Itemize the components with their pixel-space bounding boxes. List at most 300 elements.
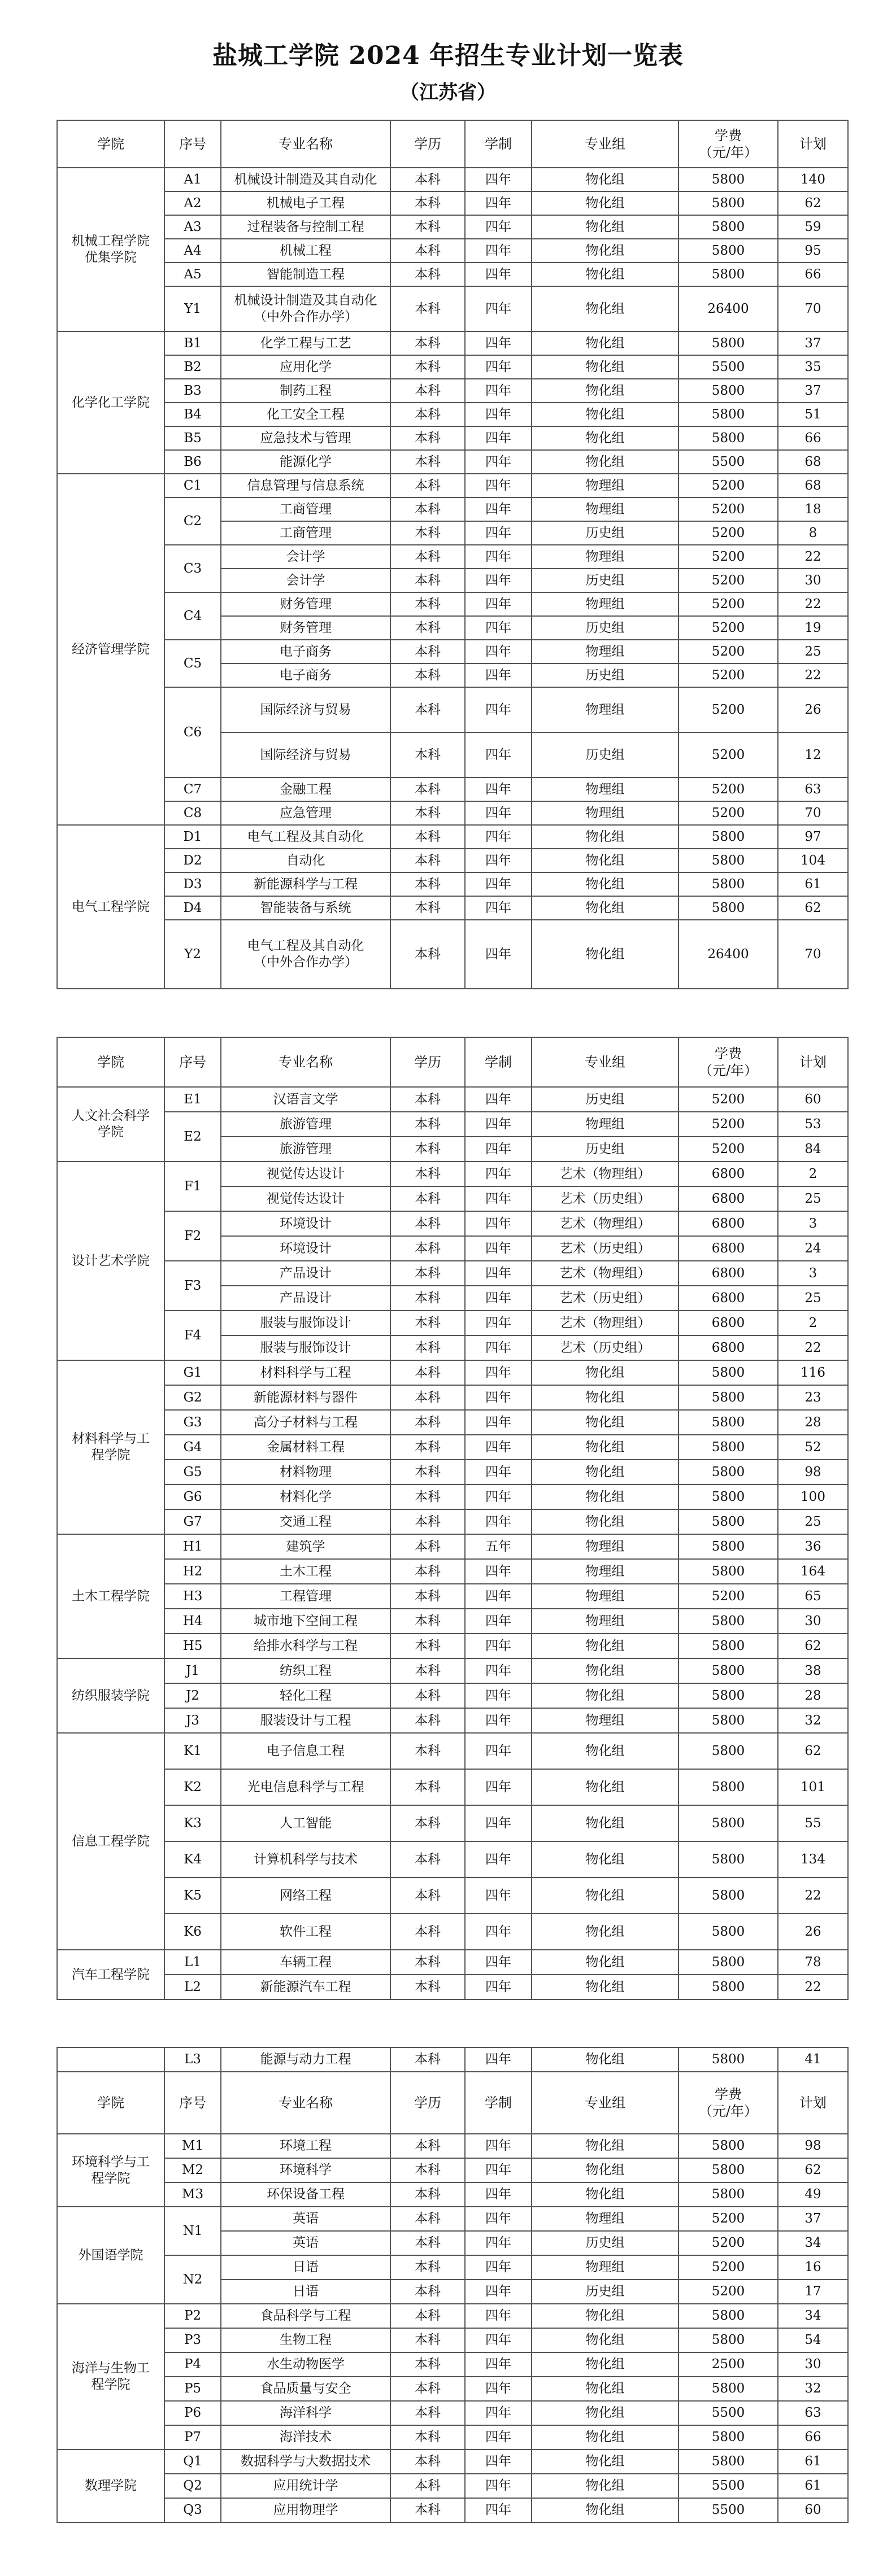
major-name-line: 英语 <box>293 2211 319 2226</box>
college-cell <box>57 2047 164 2072</box>
degree-cell: 本科 <box>390 920 465 989</box>
college-name-line: 材料科学与工 <box>72 1431 150 1447</box>
major-name-line: 机械设计制造及其自动化 <box>234 172 377 187</box>
years-cell: 四年 <box>465 1335 532 1360</box>
major-name-line: 材料物理 <box>280 1464 332 1479</box>
major-cell <box>221 1708 390 1733</box>
table-row <box>57 1460 848 1485</box>
fee-cell: 5200 <box>678 2280 778 2304</box>
code-cell: G3 <box>164 1410 221 1435</box>
years-cell: 四年 <box>465 2474 532 2498</box>
major-cell <box>221 474 390 497</box>
major-name-line: 日语 <box>293 2260 319 2275</box>
plan-cell: 38 <box>778 1658 848 1683</box>
table-row <box>57 1950 848 1975</box>
major-cell <box>221 2498 390 2522</box>
table-row <box>57 286 848 331</box>
group-cell: 物理组 <box>532 778 678 801</box>
major-name-line: 电子商务 <box>280 644 332 659</box>
plan-cell: 22 <box>778 1878 848 1914</box>
college-name-line: 环境科学与工 <box>72 2154 150 2169</box>
fee-cell: 5200 <box>678 592 778 616</box>
degree-cell: 本科 <box>390 2207 465 2231</box>
college-name-line: 程学院 <box>91 2377 131 2392</box>
years-cell: 四年 <box>465 2158 532 2182</box>
years-cell: 四年 <box>465 1708 532 1733</box>
fee-cell: 5500 <box>678 2498 778 2522</box>
major-cell <box>221 920 390 989</box>
years-cell: 四年 <box>465 1236 532 1261</box>
group-cell: 艺术（历史组） <box>532 1335 678 1360</box>
group-cell: 物理组 <box>532 1584 678 1609</box>
major-cell <box>221 1435 390 1460</box>
code-cell: M1 <box>164 2134 221 2158</box>
major-name-line: 服装与服饰设计 <box>260 1315 351 1330</box>
major-cell <box>221 872 390 896</box>
major-cell <box>221 687 390 732</box>
group-cell: 物化组 <box>532 1733 678 1769</box>
plan-cell: 37 <box>778 379 848 403</box>
fee-cell: 6800 <box>678 1311 778 1335</box>
major-cell <box>221 331 390 355</box>
major-cell <box>221 2401 390 2425</box>
years-cell: 四年 <box>465 1950 532 1975</box>
degree-cell: 本科 <box>390 1683 465 1708</box>
code-cell: B6 <box>164 450 221 474</box>
table-row <box>57 474 848 497</box>
plan-cell: 66 <box>778 426 848 450</box>
fee-cell: 5800 <box>678 191 778 215</box>
code-cell: J1 <box>164 1658 221 1683</box>
major-name-line: 材料化学 <box>280 1489 332 1504</box>
years-cell: 四年 <box>465 1805 532 1841</box>
group-cell: 物理组 <box>532 640 678 663</box>
college-cell <box>57 1733 164 1950</box>
plan-cell: 30 <box>778 569 848 592</box>
years-cell: 四年 <box>465 1841 532 1878</box>
years-cell: 四年 <box>465 569 532 592</box>
major-cell <box>221 2450 390 2474</box>
header-code: 序号 <box>164 2072 221 2134</box>
major-cell <box>221 1485 390 1509</box>
table-row <box>57 687 848 732</box>
fee-cell: 2500 <box>678 2352 778 2377</box>
degree-cell: 本科 <box>390 403 465 426</box>
table-row <box>57 2304 848 2328</box>
fee-cell: 5200 <box>678 1584 778 1609</box>
major-cell <box>221 355 390 379</box>
years-cell: 四年 <box>465 1658 532 1683</box>
code-cell: B2 <box>164 355 221 379</box>
fee-cell: 5200 <box>678 687 778 732</box>
major-cell <box>221 497 390 521</box>
major-name-line: 机械电子工程 <box>267 195 345 211</box>
table-row <box>57 331 848 355</box>
fee-cell: 5800 <box>678 1509 778 1534</box>
fee-cell: 5200 <box>678 545 778 569</box>
years-cell: 四年 <box>465 2255 532 2280</box>
code-cell: C3 <box>164 545 221 592</box>
plan-cell: 34 <box>778 2231 848 2255</box>
degree-cell: 本科 <box>390 2047 465 2072</box>
code-cell: M2 <box>164 2158 221 2182</box>
table-row <box>57 426 848 450</box>
major-cell <box>221 732 390 778</box>
degree-cell: 本科 <box>390 2231 465 2255</box>
plan-cell: 25 <box>778 1186 848 1211</box>
major-cell <box>221 168 390 191</box>
plan-cell: 28 <box>778 1410 848 1435</box>
group-cell: 历史组 <box>532 569 678 592</box>
major-name-line: 应用统计学 <box>273 2478 338 2494</box>
degree-cell: 本科 <box>390 2474 465 2498</box>
group-cell: 物理组 <box>532 497 678 521</box>
major-cell <box>221 545 390 569</box>
college-name-line: 土木工程学院 <box>72 1588 150 1604</box>
table-row <box>57 1410 848 1435</box>
group-cell: 物化组 <box>532 2328 678 2352</box>
fee-cell: 5800 <box>678 215 778 239</box>
header-major: 专业名称 <box>221 2072 390 2134</box>
table-row <box>57 2425 848 2450</box>
degree-cell: 本科 <box>390 2304 465 2328</box>
college-name-line: 学院 <box>98 1125 124 1139</box>
college-cell <box>57 1087 164 1162</box>
plan-cell: 61 <box>778 2450 848 2474</box>
plan-cell: 35 <box>778 355 848 379</box>
group-cell: 历史组 <box>532 663 678 687</box>
header-code: 序号 <box>164 1037 221 1087</box>
code-cell: D1 <box>164 825 221 849</box>
major-name-line: 视觉传达设计 <box>267 1166 345 1181</box>
header-fee-line2: （元/年） <box>698 145 758 160</box>
degree-cell: 本科 <box>390 801 465 825</box>
fee-cell: 6800 <box>678 1162 778 1186</box>
major-name-line: 光电信息科学与工程 <box>247 1779 364 1795</box>
college-name-line: 程学院 <box>91 1448 131 1462</box>
major-cell <box>221 1385 390 1410</box>
major-cell <box>221 1878 390 1914</box>
group-cell: 物化组 <box>532 872 678 896</box>
degree-cell: 本科 <box>390 1286 465 1311</box>
years-cell: 四年 <box>465 1286 532 1311</box>
table-row <box>57 2158 848 2182</box>
code-cell: Q1 <box>164 2450 221 2474</box>
table-row <box>57 2134 848 2158</box>
group-cell: 物化组 <box>532 403 678 426</box>
group-cell: 物化组 <box>532 355 678 379</box>
plan-cell: 22 <box>778 1335 848 1360</box>
table-row <box>57 1534 848 1559</box>
group-cell: 历史组 <box>532 616 678 640</box>
college-cell <box>57 2134 164 2207</box>
code-cell: C2 <box>164 497 221 545</box>
plan-cell: 70 <box>778 801 848 825</box>
degree-cell: 本科 <box>390 545 465 569</box>
years-cell: 四年 <box>465 1311 532 1335</box>
header-fee-line1: 学费 <box>715 128 742 143</box>
fee-cell: 5500 <box>678 2474 778 2498</box>
major-name-line: 国际经济与贸易 <box>260 747 351 762</box>
table-row <box>57 920 848 989</box>
group-cell: 物化组 <box>532 2304 678 2328</box>
group-cell: 历史组 <box>532 732 678 778</box>
major-cell <box>221 2474 390 2498</box>
degree-cell: 本科 <box>390 1186 465 1211</box>
table-row <box>57 215 848 239</box>
fee-cell: 5800 <box>678 1435 778 1460</box>
degree-cell: 本科 <box>390 1410 465 1435</box>
fee-cell: 5800 <box>678 403 778 426</box>
major-name-line: 视觉传达设计 <box>267 1191 345 1206</box>
major-cell <box>221 640 390 663</box>
code-cell: K5 <box>164 1878 221 1914</box>
years-cell: 四年 <box>465 1509 532 1534</box>
degree-cell: 本科 <box>390 355 465 379</box>
group-cell: 物化组 <box>532 1658 678 1683</box>
group-cell: 艺术（历史组） <box>532 1286 678 1311</box>
degree-cell: 本科 <box>390 1708 465 1733</box>
major-name-line: 服装设计与工程 <box>260 1713 351 1728</box>
major-cell <box>221 1914 390 1950</box>
plan-cell: 49 <box>778 2182 848 2207</box>
major-cell <box>221 1162 390 1186</box>
code-cell: E2 <box>164 1112 221 1162</box>
code-cell: G1 <box>164 1360 221 1385</box>
fee-cell: 5200 <box>678 2231 778 2255</box>
years-cell: 四年 <box>465 896 532 920</box>
plan-cell: 22 <box>778 663 848 687</box>
years-cell: 四年 <box>465 801 532 825</box>
major-cell <box>221 2182 390 2207</box>
table-row <box>57 1435 848 1460</box>
college-cell <box>57 474 164 825</box>
years-cell: 四年 <box>465 239 532 263</box>
major-cell <box>221 2255 390 2280</box>
major-name-line: 环保设备工程 <box>267 2187 345 2202</box>
years-cell: 四年 <box>465 1683 532 1708</box>
group-cell: 物化组 <box>532 168 678 191</box>
plan-cell: 24 <box>778 1236 848 1261</box>
degree-cell: 本科 <box>390 1914 465 1950</box>
group-cell: 物化组 <box>532 215 678 239</box>
major-name-line: 电子商务 <box>280 667 332 683</box>
code-cell: F2 <box>164 1211 221 1261</box>
group-cell: 物化组 <box>532 1769 678 1805</box>
header-degree: 学历 <box>390 2072 465 2134</box>
fee-cell: 5800 <box>678 1634 778 1658</box>
group-cell: 物化组 <box>532 1878 678 1914</box>
major-name-line: 化学工程与工艺 <box>260 335 351 351</box>
plan-cell: 60 <box>778 2498 848 2522</box>
group-cell: 物理组 <box>532 545 678 569</box>
major-cell <box>221 896 390 920</box>
code-cell: H5 <box>164 1634 221 1658</box>
major-name-line: 给排水科学与工程 <box>254 1638 358 1653</box>
table-row <box>57 1658 848 1683</box>
major-name-line: 计算机科学与技术 <box>254 1852 358 1867</box>
plan-cell: 54 <box>778 2328 848 2352</box>
plan-cell: 104 <box>778 849 848 872</box>
degree-cell: 本科 <box>390 2182 465 2207</box>
fee-cell: 5800 <box>678 2377 778 2401</box>
years-cell: 四年 <box>465 1878 532 1914</box>
table-row <box>57 379 848 403</box>
college-name-line: 汽车工程学院 <box>72 1967 150 1982</box>
plan-cell: 32 <box>778 1708 848 1733</box>
code-cell: K1 <box>164 1733 221 1769</box>
table-row <box>57 1112 848 1137</box>
years-cell: 五年 <box>465 1534 532 1559</box>
header-years: 学制 <box>465 120 532 168</box>
major-cell <box>221 1769 390 1805</box>
fee-cell: 5800 <box>678 1485 778 1509</box>
table-row <box>57 1914 848 1950</box>
header-group: 专业组 <box>532 2072 678 2134</box>
plan-cell: 22 <box>778 592 848 616</box>
fee-cell: 5200 <box>678 497 778 521</box>
major-name-line: 材料科学与工程 <box>260 1365 351 1380</box>
major-name-line: 化工安全工程 <box>267 407 345 422</box>
degree-cell: 本科 <box>390 1878 465 1914</box>
code-cell: Y1 <box>164 286 221 331</box>
fee-cell: 5500 <box>678 450 778 474</box>
college-name-line: 电气工程学院 <box>72 899 150 914</box>
major-name-line: 日语 <box>293 2284 319 2299</box>
plan-cell: 101 <box>778 1769 848 1805</box>
college-name-line: 优集学院 <box>85 250 137 265</box>
plan-table <box>56 1037 849 2000</box>
major-name-line: 水生动物医学 <box>267 2357 345 2372</box>
degree-cell: 本科 <box>390 1559 465 1584</box>
table-row <box>57 2255 848 2280</box>
years-cell: 四年 <box>465 1975 532 1999</box>
table-row <box>57 1733 848 1769</box>
major-name-line: 城市地下空间工程 <box>254 1613 358 1628</box>
years-cell: 四年 <box>465 2401 532 2425</box>
table-row <box>57 1162 848 1186</box>
major-cell <box>221 1609 390 1634</box>
plan-cell: 23 <box>778 1385 848 1410</box>
years-cell: 四年 <box>465 1769 532 1805</box>
major-name-line: 会计学 <box>286 549 325 564</box>
college-cell <box>57 2304 164 2450</box>
major-name-line: 纺织工程 <box>280 1663 332 1678</box>
table-row <box>57 2207 848 2231</box>
group-cell: 物理组 <box>532 687 678 732</box>
degree-cell: 本科 <box>390 168 465 191</box>
college-name-line: 纺织服装学院 <box>72 1688 150 1703</box>
table-row <box>57 239 848 263</box>
header-fee <box>678 1037 778 1087</box>
code-cell: Q3 <box>164 2498 221 2522</box>
plan-cell: 62 <box>778 1634 848 1658</box>
code-cell: G2 <box>164 1385 221 1410</box>
degree-cell: 本科 <box>390 331 465 355</box>
years-cell: 四年 <box>465 1211 532 1236</box>
years-cell: 四年 <box>465 2280 532 2304</box>
group-cell: 物化组 <box>532 2047 678 2072</box>
major-name-line: 智能装备与系统 <box>260 900 351 915</box>
years-cell: 四年 <box>465 687 532 732</box>
table-row <box>57 825 848 849</box>
group-cell: 物化组 <box>532 239 678 263</box>
major-cell <box>221 191 390 215</box>
degree-cell: 本科 <box>390 1609 465 1634</box>
fee-cell: 5800 <box>678 2328 778 2352</box>
table-row <box>57 545 848 569</box>
header-plan: 计划 <box>778 120 848 168</box>
plan-cell: 3 <box>778 1211 848 1236</box>
major-name-line: 车辆工程 <box>280 1954 332 1970</box>
fee-cell: 5200 <box>678 732 778 778</box>
degree-cell: 本科 <box>390 1087 465 1112</box>
fee-cell: 5800 <box>678 1609 778 1634</box>
major-name-line: 能源化学 <box>280 454 332 469</box>
years-cell: 四年 <box>465 191 532 215</box>
major-name-line: 环境设计 <box>280 1216 332 1231</box>
fee-cell: 5200 <box>678 1137 778 1162</box>
fee-cell: 5200 <box>678 801 778 825</box>
major-name-line: 金融工程 <box>280 781 332 797</box>
table-row <box>57 2498 848 2522</box>
fee-cell: 5800 <box>678 426 778 450</box>
degree-cell: 本科 <box>390 1634 465 1658</box>
degree-cell: 本科 <box>390 215 465 239</box>
header-college: 学院 <box>57 1037 164 1087</box>
fee-cell: 5800 <box>678 1410 778 1435</box>
major-cell <box>221 239 390 263</box>
group-cell: 物化组 <box>532 426 678 450</box>
years-cell: 四年 <box>465 2304 532 2328</box>
fee-cell: 5800 <box>678 2304 778 2328</box>
years-cell: 四年 <box>465 872 532 896</box>
header-years: 学制 <box>465 1037 532 1087</box>
fee-cell: 5800 <box>678 1975 778 1999</box>
plan-cell: 98 <box>778 1460 848 1485</box>
major-name-line: 电子信息工程 <box>267 1743 345 1758</box>
degree-cell: 本科 <box>390 1211 465 1236</box>
major-cell <box>221 1733 390 1769</box>
header-fee-line1: 学费 <box>715 1046 742 1062</box>
plan-cell: 70 <box>778 920 848 989</box>
years-cell: 四年 <box>465 640 532 663</box>
code-cell: H4 <box>164 1609 221 1634</box>
degree-cell: 本科 <box>390 663 465 687</box>
major-name-line: （中外合作办学） <box>254 955 358 970</box>
fee-cell: 5800 <box>678 1914 778 1950</box>
fee-cell: 6800 <box>678 1286 778 1311</box>
years-cell: 四年 <box>465 168 532 191</box>
degree-cell: 本科 <box>390 569 465 592</box>
fee-cell: 5800 <box>678 1683 778 1708</box>
table-row <box>57 849 848 872</box>
code-cell: P3 <box>164 2328 221 2352</box>
header-row <box>57 1037 848 1087</box>
major-cell <box>221 1087 390 1112</box>
code-cell: H3 <box>164 1584 221 1609</box>
fee-cell: 5200 <box>678 2255 778 2280</box>
code-cell: N2 <box>164 2255 221 2304</box>
years-cell: 四年 <box>465 1609 532 1634</box>
years-cell: 四年 <box>465 663 532 687</box>
major-name-line: 旅游管理 <box>280 1116 332 1132</box>
table-row <box>57 872 848 896</box>
degree-cell: 本科 <box>390 1805 465 1841</box>
major-cell <box>221 2280 390 2304</box>
table-row <box>57 1708 848 1733</box>
major-cell <box>221 1112 390 1137</box>
